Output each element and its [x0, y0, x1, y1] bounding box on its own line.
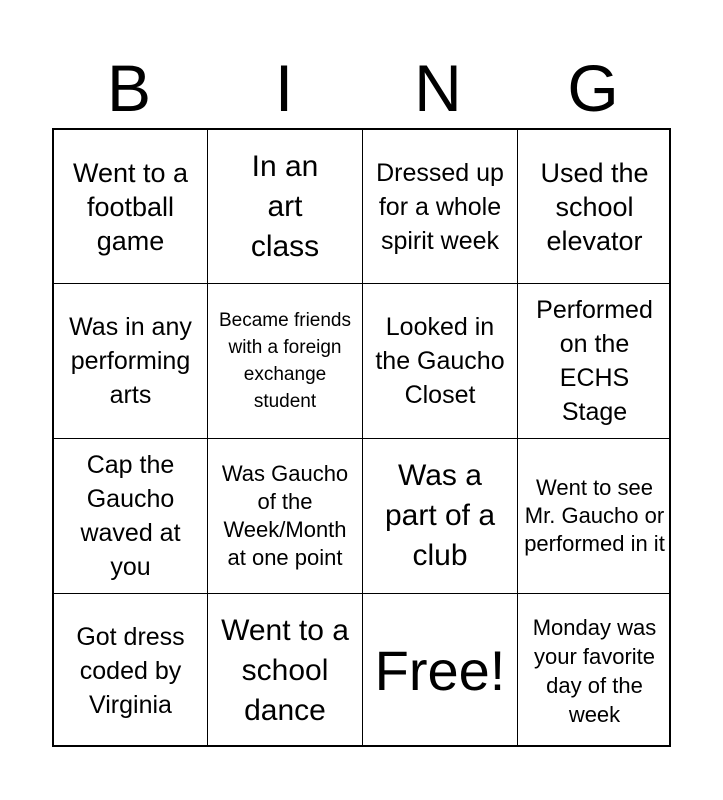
header-letter-n: N: [414, 51, 462, 125]
header-letter-i: I: [274, 51, 294, 125]
bingo-cell[interactable]: Used the school elevator: [540, 157, 649, 256]
header-letter-b: B: [106, 51, 152, 125]
bingo-cell[interactable]: Got dress coded by Virginia: [76, 622, 185, 719]
bingo-cell[interactable]: Went to a school dance: [221, 613, 349, 727]
bingo-grid: [52, 128, 671, 747]
bingo-cell[interactable]: Was a part of a club: [384, 459, 496, 572]
bingo-cell[interactable]: Went to see Mr. Gaucho or performed in it: [524, 475, 665, 556]
bingo-cell[interactable]: Was Gaucho of the Week/Month at one point: [221, 461, 349, 570]
bingo-cell[interactable]: Dressed up for a whole spirit week: [376, 158, 504, 255]
bingo-cell[interactable]: Performed on the ECHS Stage: [536, 296, 653, 426]
bingo-header: [52, 52, 671, 124]
free-space-cell[interactable]: Free!: [374, 638, 506, 702]
bingo-cell[interactable]: Was in any performing arts: [69, 313, 192, 409]
bingo-cell[interactable]: Became friends with a foreign exchange student: [218, 310, 351, 412]
bingo-cell[interactable]: Monday was your favorite day of the week: [532, 614, 657, 727]
header-letter-g: G: [567, 51, 619, 125]
bingo-cell[interactable]: Cap the Gaucho waved at you: [80, 451, 181, 581]
bingo-cell[interactable]: Went to a football game: [72, 157, 189, 256]
bingo-cell[interactable]: Looked in the Gaucho Closet: [375, 313, 505, 409]
bingo-cell[interactable]: In an art class: [250, 149, 320, 263]
